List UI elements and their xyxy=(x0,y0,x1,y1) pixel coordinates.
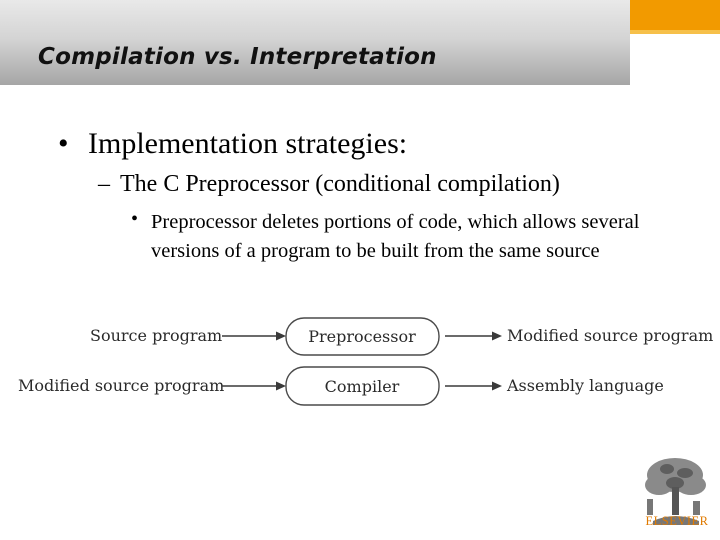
elsevier-logo-text: ELSEVIER xyxy=(645,514,709,528)
arrowhead-icon xyxy=(492,332,502,341)
diagram-row-compiler xyxy=(18,367,664,405)
bullet-marker-level3: • xyxy=(131,208,139,230)
orange-accent-block xyxy=(630,0,720,30)
bullet-level3: Preprocessor deletes portions of code, which allows several versions of a program to be built from the same source xyxy=(151,211,640,262)
preprocessor-diagram xyxy=(0,300,720,420)
dash-marker: – xyxy=(98,171,110,197)
modified-source-input-label: Modified source program xyxy=(18,376,225,395)
bullet-level1: Implementation strategies: xyxy=(88,127,408,160)
modified-source-output-label: Modified source program xyxy=(507,326,714,345)
source-program-label: Source program xyxy=(90,326,223,345)
arrowhead-icon xyxy=(276,382,286,391)
title-bar xyxy=(0,0,630,85)
assembly-language-label: Assembly language xyxy=(507,376,664,395)
preprocessor-node-label: Preprocessor xyxy=(308,327,416,346)
bullet-marker: • xyxy=(58,127,69,160)
arrowhead-icon xyxy=(492,382,502,391)
compiler-node-label: Compiler xyxy=(324,377,400,396)
bullet-level2: The C Preprocessor (conditional compilation) xyxy=(120,171,560,197)
orange-accent-strip xyxy=(630,30,720,34)
diagram-row-preprocessor xyxy=(90,318,713,355)
arrowhead-icon xyxy=(276,332,286,341)
slide-title: Compilation vs. Interpretation xyxy=(38,44,437,70)
